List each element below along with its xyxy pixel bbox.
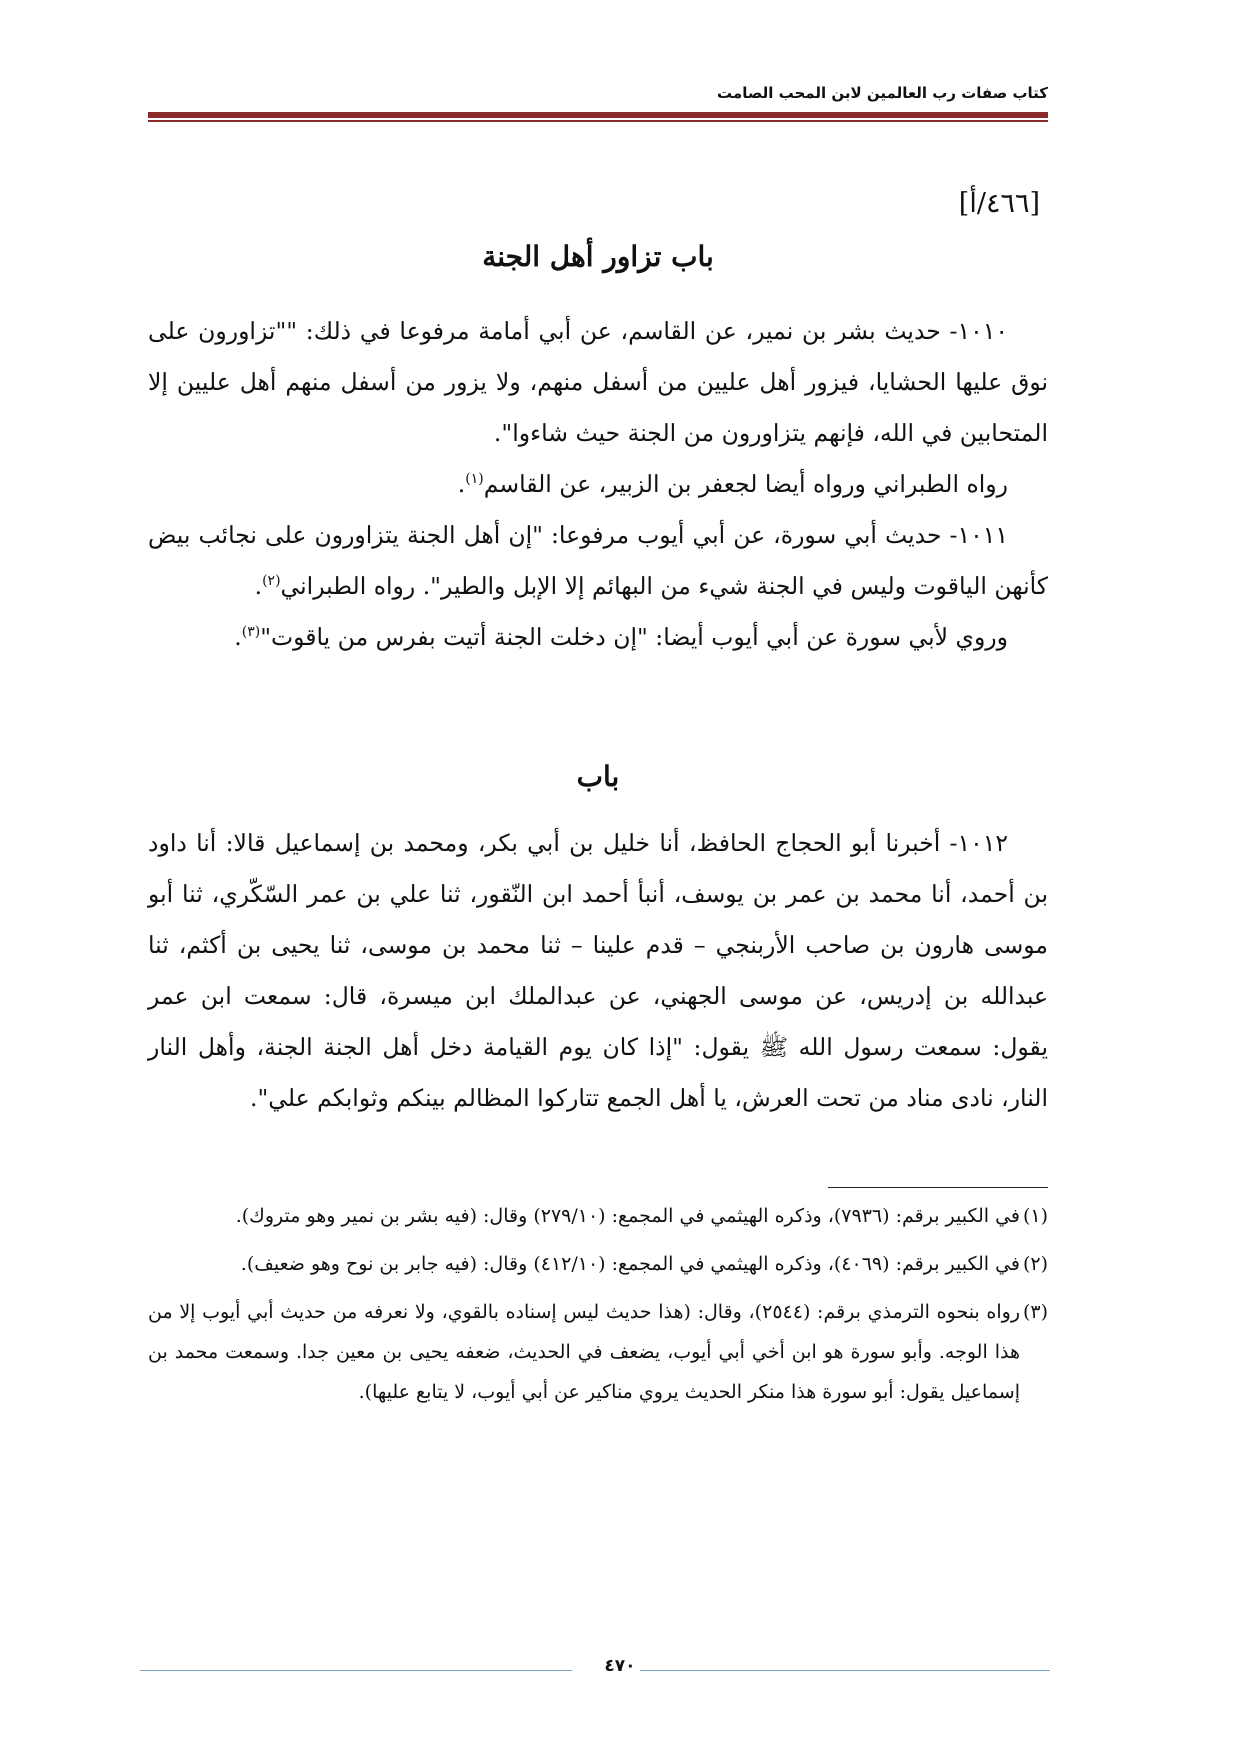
footnote-number: (١) — [1022, 1205, 1048, 1227]
paragraph-text: وروي لأبي سورة عن أبي أيوب أيضا: "إن دخلت الجنة أتيت بفرس من ياقوت" — [260, 623, 1008, 651]
paragraph-text: ١٠١١- حديث أبي سورة، عن أبي أيوب مرفوعا: "إن أهل الجنة يتزاورون على نجائب بيض كأنهن الياقوت وليس في الجنة شيء من البهائم إلا الإبل والطير". رواه الطبراني — [148, 521, 1048, 600]
footnote-number: (٣) — [1022, 1301, 1049, 1323]
footnote-3 — [148, 1292, 1048, 1412]
paragraph-tail: . — [254, 572, 263, 600]
section-1-body — [148, 306, 1048, 663]
page-number: ٤٧٠ — [604, 1656, 636, 1676]
footnote-2 — [148, 1244, 1048, 1284]
hadith-1010 — [148, 306, 1048, 459]
narration-note-1011 — [148, 612, 1048, 663]
footnote-ref-1[interactable]: (١) — [465, 471, 484, 488]
section-2-title: باب — [576, 760, 620, 793]
section-1-title: باب تزاور أهل الجنة — [482, 240, 714, 273]
paragraph-text: ١٠١٠- حديث بشر بن نمير، عن القاسم، عن أبي أمامة مرفوعا في ذلك: ""تزاورون على نوق عليها الحشايا، فيزور أهل عليين من أسفل منهم، ولا يزور من أسفل منهم أهل عليين إلا المتحابين في الله، فإنهم يتزاورون من الجنة حيث شاءوا". — [148, 317, 1048, 447]
narration-note-1010 — [148, 459, 1048, 510]
paragraph-tail: . — [457, 470, 466, 498]
footer-rule-right — [640, 1670, 1050, 1671]
footnote-text: في الكبير برقم: (٧٩٣٦)، وذكره الهيثمي في المجمع: (٢٧٩/١٠) وقال: (فيه بشر بن نمير وهو متروك). — [235, 1205, 1020, 1227]
footnote-number: (٢) — [1022, 1253, 1048, 1275]
footer-rule-left — [140, 1670, 572, 1671]
paragraph-text: ١٠١٢- أخبرنا أبو الحجاج الحافظ، أنا خليل بن أبي بكر، ومحمد بن إسماعيل قالا: أنا داود بن أحمد، أنا محمد بن عمر بن يوسف، أنبأ أحمد ابن النّقور، ثنا علي بن عمر السّكّري، ثنا أبو موسى هارون بن صاحب الأربنجي – قدم علينا – ثنا محمد بن موسى، ثنا يحيى بن أكثم، ثنا عبدالله بن إدريس، عن موسى الجهني، عن عبدالملك ابن ميسرة، قال: سمعت ابن عمر يقول: سمعت رسول الله ﷺ يقول: "إذا كان يوم القيامة دخل أهل الجنة الجنة، وأهل النار النار، نادى مناد من تحت العرش، يا أهل الجمع تتاركوا المظالم بينكم وثوابكم علي". — [148, 829, 1048, 1112]
footnote-text: في الكبير برقم: (٤٠٦٩)، وذكره الهيثمي في المجمع: (٤١٢/١٠) وقال: (فيه جابر بن نوح وهو ضعيف). — [240, 1253, 1020, 1275]
hadith-1011 — [148, 510, 1048, 612]
folio-marker: [٤٦٦/أ] — [958, 188, 1040, 219]
paragraph-tail: . — [234, 623, 242, 651]
running-header: كتاب صفات رب العالمين لابن المحب الصامت — [717, 84, 1048, 102]
header-rule — [148, 112, 1048, 122]
section-2-body — [148, 818, 1048, 1124]
section-2-heading-wrap — [148, 760, 1048, 793]
paragraph-text: رواه الطبراني ورواه أيضا لجعفر بن الزبير، عن القاسم — [483, 470, 1008, 498]
footnote-text: رواه بنحوه الترمذي برقم: (٢٥٤٤)، وقال: (هذا حديث ليس إسناده بالقوي، ولا نعرفه من حديث أبي أيوب إلا من هذا الوجه. وأبو سورة هو ابن أخي أبي أيوب، يضعف في الحديث، ضعفه يحيى بن معين جدا. وسمعت محمد بن إسماعيل يقول: أبو سورة هذا منكر الحديث يروي مناكير عن أبي أيوب، لا يتابع عليها). — [148, 1301, 1021, 1403]
footnote-separator — [828, 1187, 1048, 1188]
footnote-ref-2[interactable]: (٢) — [262, 573, 281, 590]
footnote-ref-3[interactable]: (٣) — [241, 624, 261, 641]
footnotes — [148, 1196, 1048, 1420]
section-1-heading-wrap — [148, 240, 1048, 273]
footnote-1 — [148, 1196, 1048, 1236]
hadith-1012 — [148, 818, 1048, 1124]
